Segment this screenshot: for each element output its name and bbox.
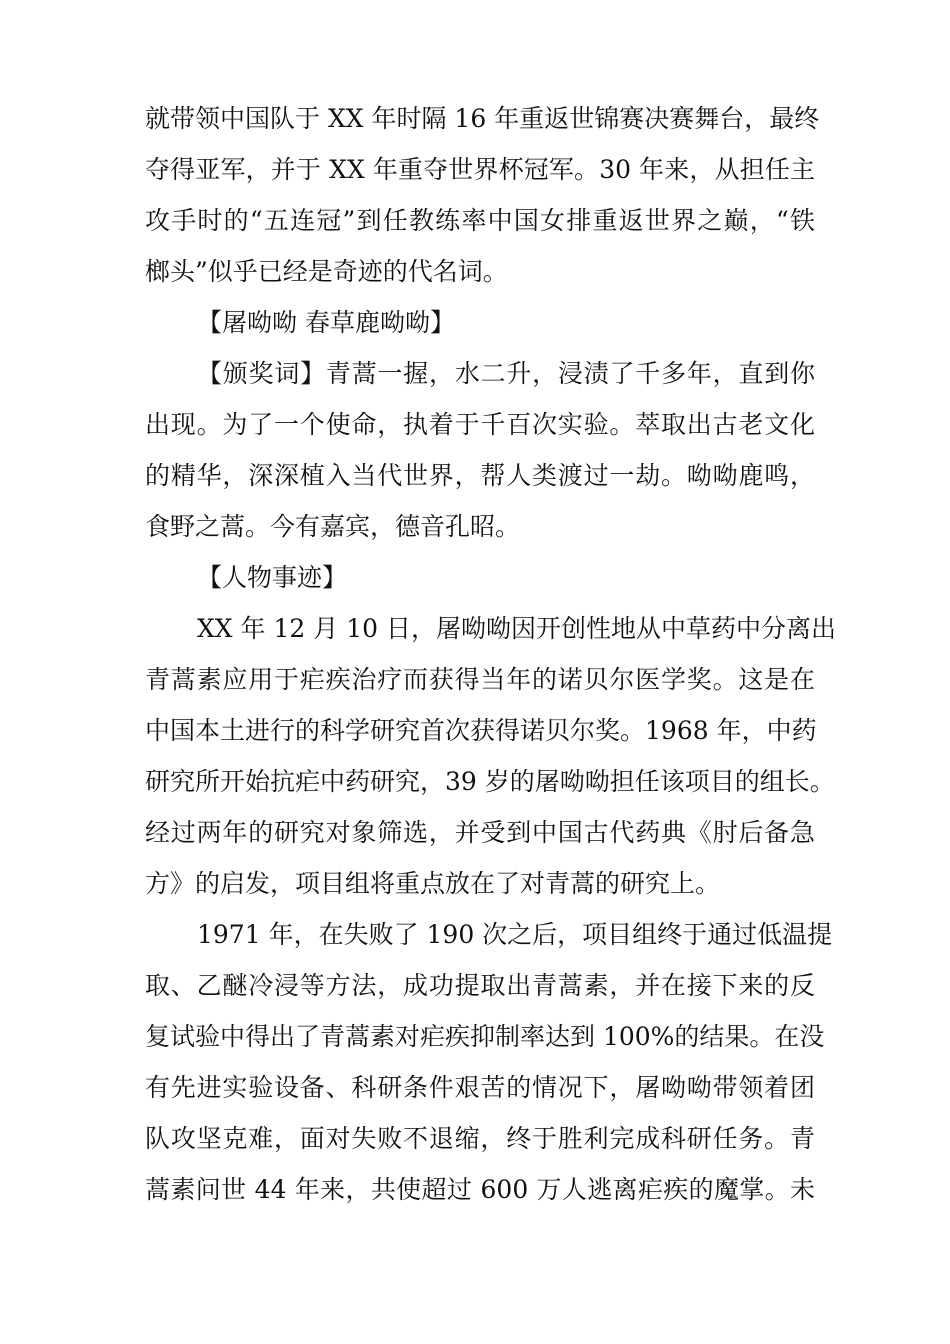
paragraph-line: 就带领中国队于 XX 年时隔 16 年重返世锦赛决赛舞台，最终 — [145, 104, 820, 133]
paragraph-line: 中国本土进行的科学研究首次获得诺贝尔奖。1968 年，中药 — [145, 716, 817, 745]
paragraph-line: 蒿素问世 44 年来，共使超过 600 万人逃离疟疾的魔掌。未 — [145, 1175, 815, 1204]
paragraph-line: 1971 年，在失败了 190 次之后，项目组终于通过低温提 — [197, 920, 833, 949]
section-heading: 【人物事迹】 — [197, 563, 348, 592]
paragraph-line: 食野之蒿。今有嘉宾，德音孔昭。 — [145, 512, 521, 541]
paragraph-line: 队攻坚克难，面对失败不退缩，终于胜利完成科研任务。青 — [145, 1124, 815, 1153]
paragraph-line: 夺得亚军，并于 XX 年重夺世界杯冠军。30 年来，从担任主 — [145, 155, 815, 184]
paragraph-line: XX 年 12 月 10 日，屠呦呦因开创性地从中草药中分离出 — [197, 614, 836, 643]
paragraph-line: 【颁奖词】青蒿一握，水二升，浸渍了千多年，直到你 — [197, 359, 815, 388]
paragraph-line: 青蒿素应用于疟疾治疗而获得当年的诺贝尔医学奖。这是在 — [145, 665, 815, 694]
paragraph-line: 攻手时的“五连冠”到任教练率中国女排重返世界之巅，“铁 — [145, 206, 815, 235]
paragraph-line: 出现。为了一个使命，执着于千百次实验。萃取出古老文化 — [145, 410, 815, 439]
paragraph-line: 榔头”似乎已经是奇迹的代名词。 — [145, 257, 508, 286]
paragraph-line: 研究所开始抗疟中药研究，39 岁的屠呦呦担任该项目的组长。 — [145, 767, 835, 796]
paragraph-line: 复试验中得出了青蒿素对疟疾抑制率达到 100%的结果。在没 — [145, 1022, 825, 1051]
paragraph-line: 的精华，深深植入当代世界，帮人类渡过一劫。呦呦鹿鸣， — [145, 461, 815, 490]
section-heading: 【屠呦呦 春草鹿呦呦】 — [197, 308, 455, 337]
paragraph-line: 方》的启发，项目组将重点放在了对青蒿的研究上。 — [145, 869, 721, 898]
paragraph-line: 经过两年的研究对象筛选，并受到中国古代药典《肘后备急 — [145, 818, 815, 847]
paragraph-line: 取、乙醚冷浸等方法，成功提取出青蒿素，并在接下来的反 — [145, 971, 815, 1000]
paragraph-line: 有先进实验设备、科研条件艰苦的情况下，屠呦呦带领着团 — [145, 1073, 815, 1102]
document-body — [145, 93, 836, 1215]
